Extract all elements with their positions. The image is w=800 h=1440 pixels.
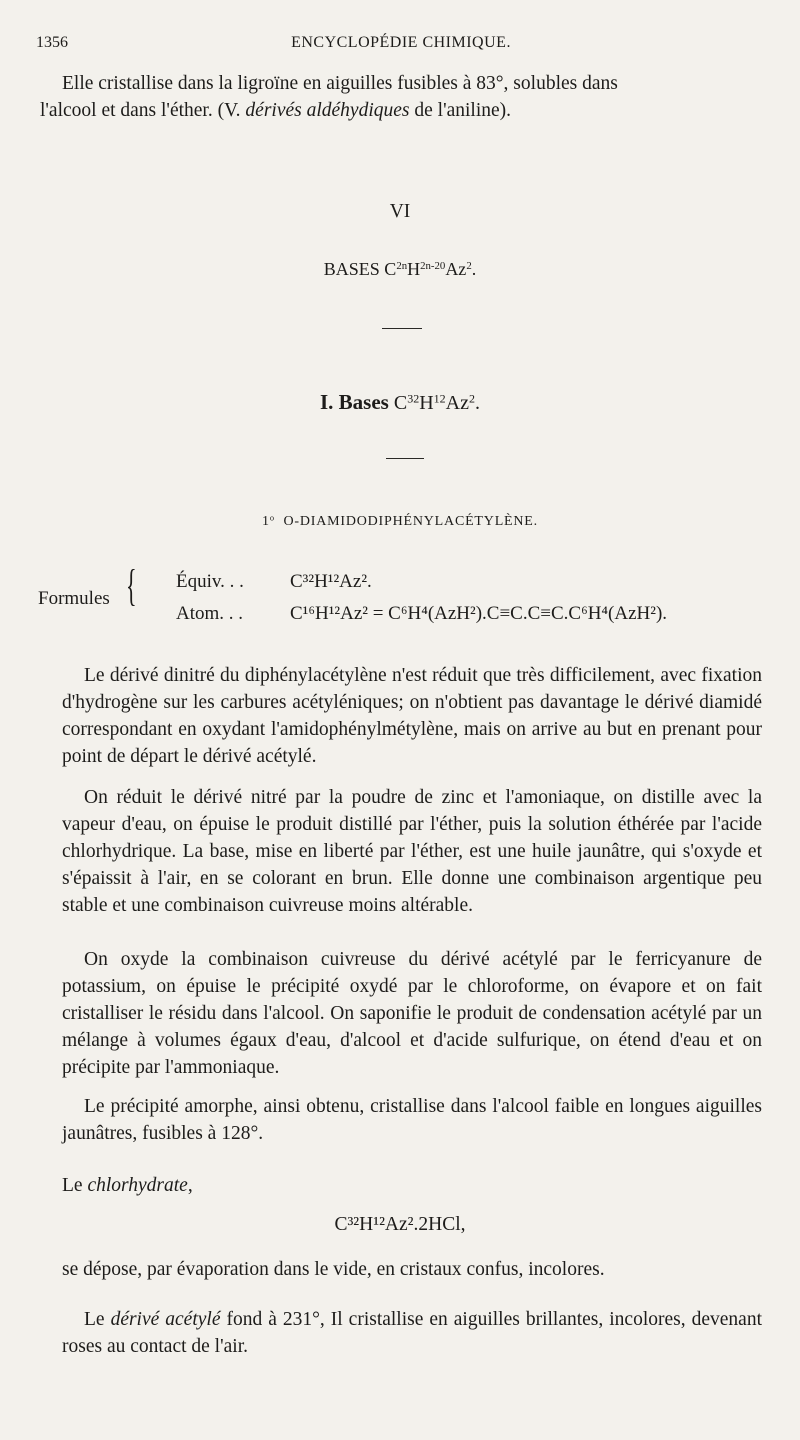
section-sup-1: 2n — [396, 260, 408, 273]
chlorhydrate-intro-start: Le — [62, 1175, 88, 1196]
section-rule — [382, 328, 422, 329]
chlorhydrate-intro — [62, 1172, 762, 1199]
formula-equiv-value: C³²H¹²Az². — [290, 571, 372, 592]
chlorhydrate-intro-end: , — [187, 1175, 193, 1196]
subsection-rule — [386, 458, 424, 459]
page-header — [36, 34, 766, 58]
section-numeral: VI — [389, 201, 411, 222]
compound-name: O-DIAMIDODIPHÉNYLACÉTYLÈNE. — [283, 514, 538, 529]
acetyle-rest: fond à 231°, Il cristallise en aiguilles brillantes, incolores, devenant roses au contact de l'air. — [62, 1309, 762, 1357]
compound-number: 1 — [262, 514, 270, 529]
formula-atom-value: C¹⁶H¹²Az² = C⁶H⁴(AzH²).C≡C.C≡C.C⁶H⁴(AzH²). — [290, 603, 668, 624]
paragraph-2: On réduit le dérivé nitré par la poudre de zinc et l'amoniaque, on distille avec la vapeur d'eau, on épuise le produit distillé par l'éther, puis la solution éthérée par l'acide chlorhydrique. La base, mise en liberté par l'éther, est une huile jaunâtre, qui s'oxyde et s'épaissit à l'air, en se colorant en brun. Elle donne une combinaison argentique peu stable et une combinaison cuivreuse moins altérable. — [62, 787, 762, 916]
subsection-formula-h: H — [419, 392, 434, 414]
subsection-formula-c: C — [388, 392, 408, 414]
acetyle-start: Le — [84, 1309, 111, 1330]
section-heading — [0, 256, 800, 283]
formulas-brace: { — [126, 561, 137, 610]
subsection-sup-h: 12 — [433, 391, 446, 406]
subsection-formula-az: Az — [445, 392, 469, 414]
page-number: 1356 — [36, 34, 68, 51]
formulas-label: Formules — [38, 588, 110, 609]
chlorhydrate-after: se dépose, par évaporation dans le vide, en cristaux confus, incolores. — [62, 1259, 605, 1280]
acetyle-paragraph — [62, 1306, 762, 1360]
intro-line-1: Elle cristallise dans la ligroïne en aiguilles fusibles à 83°, solubles dans — [62, 73, 618, 94]
intro-line-2-start: l'alcool et dans l'éther. (V. — [40, 100, 246, 121]
acetyle-italic: dérivé acétylé — [110, 1309, 221, 1330]
paragraph-1: Le dérivé dinitré du diphénylacétylène n'est réduit que très difficilement, avec fixation d'hydrogène sur les carbures acétyléniques; on n'obtient pas davantage le dérivé diamidé correspondant en oxydant l'amidophénylmétylène, mais on arrive au but en prenant pour point de départ le dérivé acétylé. — [62, 665, 762, 767]
section-sup-2: 2n-20 — [420, 260, 446, 273]
formula-equiv-label: Équiv. . . — [176, 571, 244, 592]
section-bases-dot: . — [471, 259, 477, 279]
section-bases-az: Az — [445, 259, 467, 279]
chlorhydrate-formula: C³²H¹²Az².2HCl, — [334, 1214, 466, 1235]
intro-line-2-italic: dérivés aldéhydiques — [245, 100, 410, 121]
chlorhydrate-intro-italic: chlorhydrate — [87, 1175, 188, 1196]
section-bases-h: H — [407, 259, 421, 279]
subsection-sup-az: 2 — [468, 391, 475, 406]
subsection-bold-title: I. Bases — [320, 390, 389, 414]
paragraph-3: On oxyde la combinaison cuivreuse du dérivé acétylé par le ferricyanure de potassium, on épuise le précipité oxydé par le chloroforme, on évapore et on fait cristalliser le résidu dans l'alcool. On saponifie le produit de condensation acétylé par un mélange à volumes égaux d'eau, d'alcool et d'acide sulfurique, on étend d'eau et on précipite par l'ammoniaque. — [62, 949, 762, 1078]
subsection-sup-c: 32 — [407, 391, 420, 406]
compound-number-sup: o — [269, 513, 275, 523]
subsection-heading — [0, 390, 800, 415]
formula-atom-label: Atom. . . — [176, 603, 244, 624]
compound-title — [0, 514, 800, 530]
intro-paragraph — [40, 70, 762, 124]
section-sup-3: 2 — [466, 260, 472, 273]
paragraph-4: Le précipité amorphe, ainsi obtenu, cristallise dans l'alcool faible en longues aiguilles jaunâtres, fusibles à 128°. — [62, 1096, 762, 1144]
subsection-dot: . — [474, 392, 480, 414]
intro-line-2-end: de l'aniline). — [409, 100, 512, 121]
running-title: ENCYCLOPÉDIE CHIMIQUE. — [291, 34, 511, 51]
section-bases-label: BASES C — [323, 259, 397, 279]
